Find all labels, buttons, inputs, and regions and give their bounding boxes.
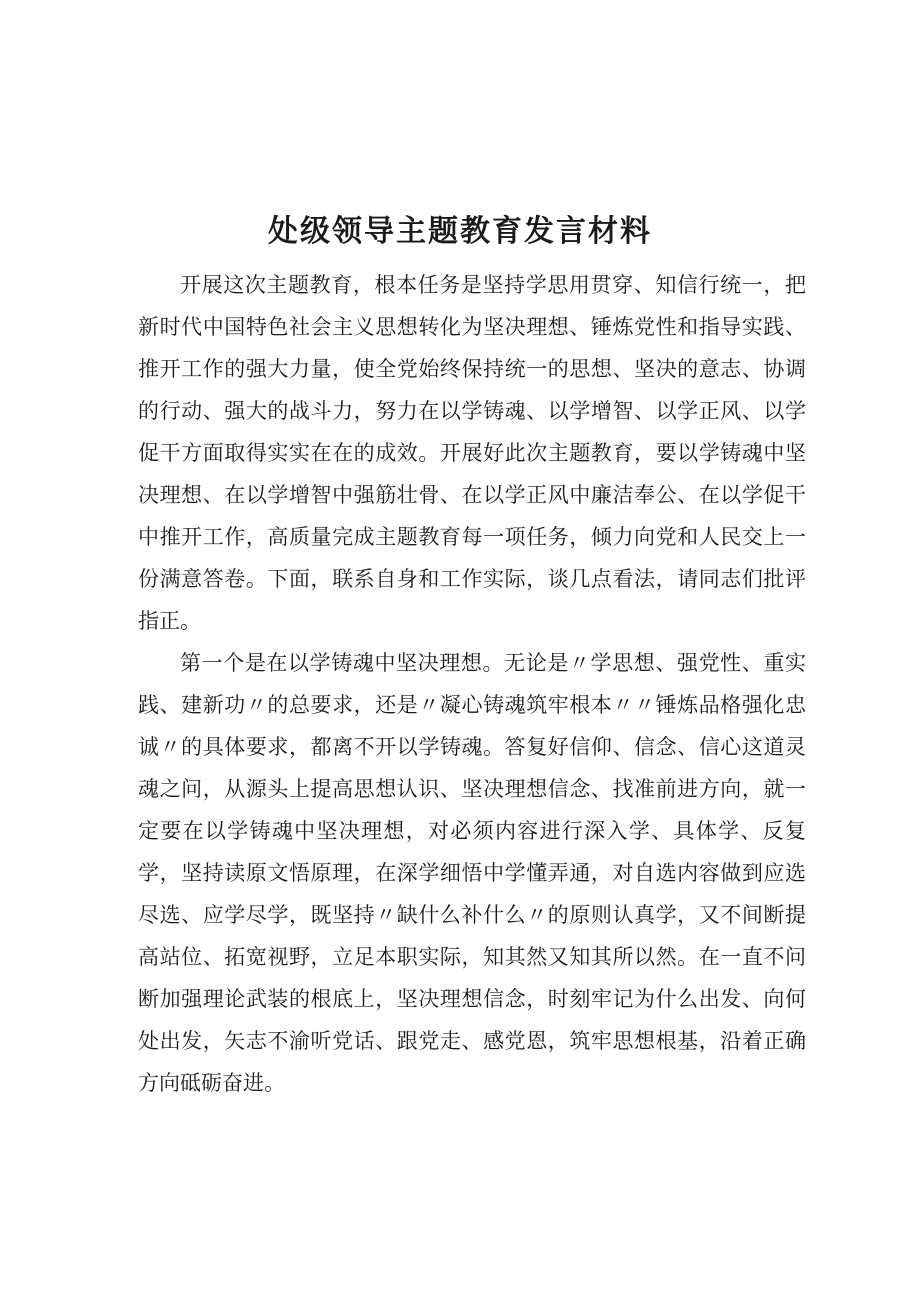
body-paragraph: 开展这次主题教育，根本任务是坚持学思用贯穿、知信行统一，把新时代中国特色社会主义思想转化为坚决理想、锤炼党性和指导实践、推开工作的强大力量，使全党始终保持统一的思想、坚决的意志、协调的行动、强大的战斗力，努力在以学铸魂、以学增智、以学正风、以学促干方面取得实实在在的成效。开展好此次主题教育，要以学铸魂中坚决理想、在以学增智中强筋壮骨、在以学正风中廉洁奉公、在以学促干中推开工作，高质量完成主题教育每一项任务，倾力向党和人民交上一份满意答卷。下面，联系自身和工作实际，谈几点看法，请同志们批评指正。 bbox=[138, 273, 806, 633]
document-title: 处级领导主题教育发言材料 bbox=[268, 214, 652, 249]
body-paragraph: 第一个是在以学铸魂中坚决理想。无论是〃学思想、强党性、重实践、建新功〃的总要求，还是〃凝心铸魂筑牢根本〃〃锤炼品格强化忠诚〃的具体要求，都离不开以学铸魂。答复好信仰、信念、信心这道灵魂之问，从源头上提高思想认识、坚决理想信念、找准前进方向，就一定要在以学铸魂中坚决理想，对必须内容进行深入学、具体学、反复学，坚持读原文悟原理，在深学细悟中学懂弄通，对自选内容做到应选尽选、应学尽学，既坚持〃缺什么补什么〃的原则认真学，又不间断提高站位、拓宽视野，立足本职实际，知其然又知其所以然。在一直不问断加强理论武装的根底上，坚决理想信念，时刻牢记为什么出发、向何处出发，矢志不渝听党话、跟党走、感党恩，筑牢思想根基，沿着正确方向砥砺奋进。 bbox=[138, 651, 806, 1095]
